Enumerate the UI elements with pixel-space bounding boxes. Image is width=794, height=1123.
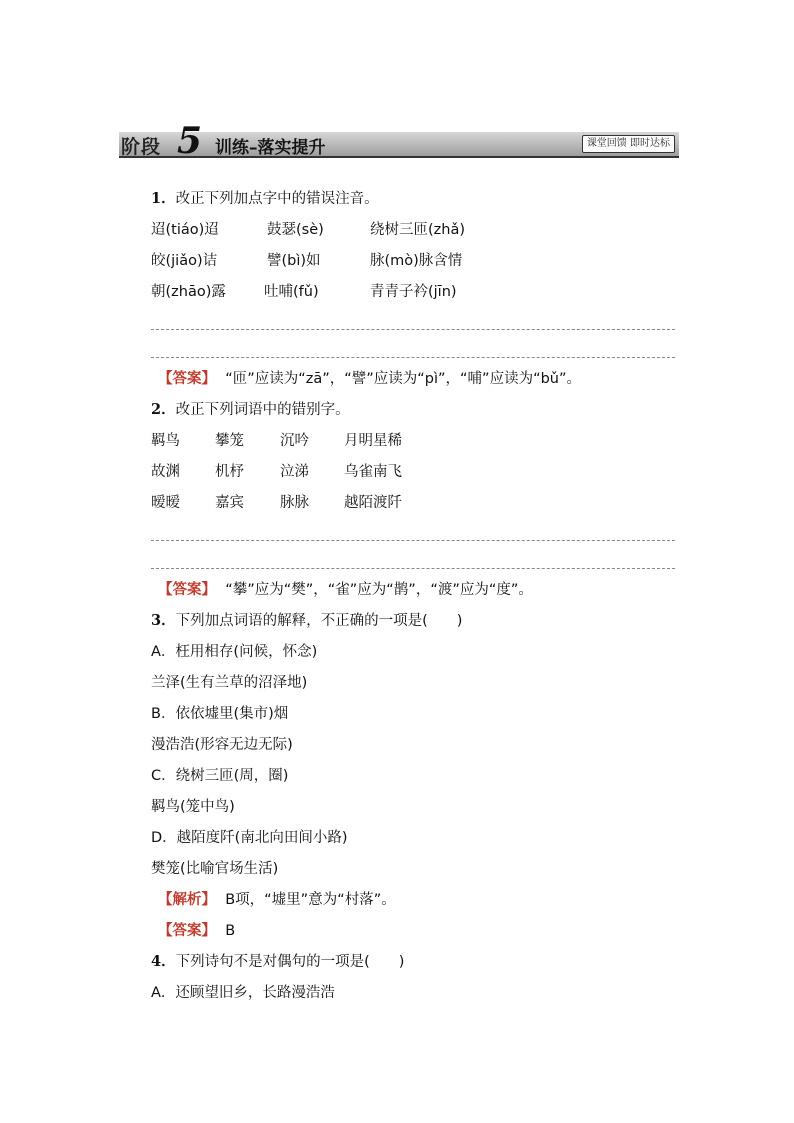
- q1-item: 吐哺(fǔ): [264, 284, 319, 300]
- q4-prompt: 4．下列诗句不是对偶句的一项是( ): [151, 953, 405, 970]
- q2-item: 机杼: [215, 464, 244, 480]
- q3-option-line: 羁鸟(笼中鸟): [151, 799, 235, 815]
- q2-item: 沉吟: [280, 433, 309, 449]
- q2-item: 羁鸟: [151, 433, 180, 449]
- q2-item: 月明星稀: [344, 433, 402, 449]
- q1-answer: 【答案】 “匝”应读为“zā”，“譬”应读为“pì”，“哺”应读为“bǔ”。: [158, 371, 581, 387]
- q3-option-line: 兰泽(生有兰草的沼泽地): [151, 675, 308, 691]
- q2-item: 乌雀南飞: [344, 464, 402, 480]
- answer-blank-line: [151, 540, 675, 541]
- q1-item: 绕树三匝(zhǎ): [370, 222, 466, 238]
- banner-title: 训练–落实提升: [215, 138, 326, 158]
- q2-item: 脉脉: [280, 495, 309, 511]
- q3-option-line: B．依依墟里(集市)烟: [151, 706, 289, 722]
- q1-item: 青青子衿(jīn): [370, 284, 457, 300]
- stage-label: 阶段: [121, 136, 162, 158]
- q3-option-line: 樊笼(比喻官场生活): [151, 861, 279, 877]
- q2-item: 泣涕: [280, 464, 309, 480]
- answer-blank-line: [151, 329, 675, 330]
- q1-item: 皎(jiǎo)诘: [151, 253, 218, 269]
- answer-blank-line: [151, 568, 675, 569]
- q1-item: 朝(zhāo)露: [151, 284, 226, 300]
- q3-option-line: D．越陌度阡(南北向田间小路): [151, 830, 348, 846]
- q4-option-a: A．还顾望旧乡，长路漫浩浩: [151, 985, 335, 1001]
- q2-item: 嘉宾: [215, 495, 244, 511]
- q1-item: 譬(bì)如: [267, 253, 321, 269]
- q3-prompt: 3．下列加点词语的解释，不正确的一项是( ): [151, 612, 463, 629]
- q3-option-line: C．绕树三匝(周，圈): [151, 768, 289, 784]
- q1-prompt: 1．改正下列加点字中的错误注音。: [151, 190, 379, 207]
- q2-answer: 【答案】 “攀”应为“樊”，“雀”应为“鹊”，“渡”应为“度”。: [158, 582, 533, 598]
- answer-blank-line: [151, 357, 675, 358]
- stage-number: 5: [177, 120, 203, 162]
- q2-item: 暧暧: [151, 495, 180, 511]
- q3-analysis: 【解析】 B项，“墟里”意为“村落”。: [158, 892, 396, 908]
- q2-item: 故渊: [151, 464, 180, 480]
- q3-option-line: A．枉用相存(问候，怀念): [151, 644, 318, 660]
- q2-item: 攀笼: [215, 433, 244, 449]
- q1-item: 脉(mò)脉含情: [370, 253, 463, 269]
- banner-badge: 课堂回馈 即时达标: [582, 135, 675, 153]
- q1-item: 鼓瑟(sè): [267, 222, 324, 238]
- q3-answer: 【答案】 B: [158, 923, 236, 939]
- q2-item: 越陌渡阡: [344, 495, 402, 511]
- section-banner: [119, 120, 679, 162]
- q3-option-line: 漫浩浩(形容无边无际): [151, 737, 293, 753]
- q2-prompt: 2．改正下列词语中的错别字。: [151, 401, 350, 418]
- q1-item: 迢(tiáo)迢: [151, 222, 219, 238]
